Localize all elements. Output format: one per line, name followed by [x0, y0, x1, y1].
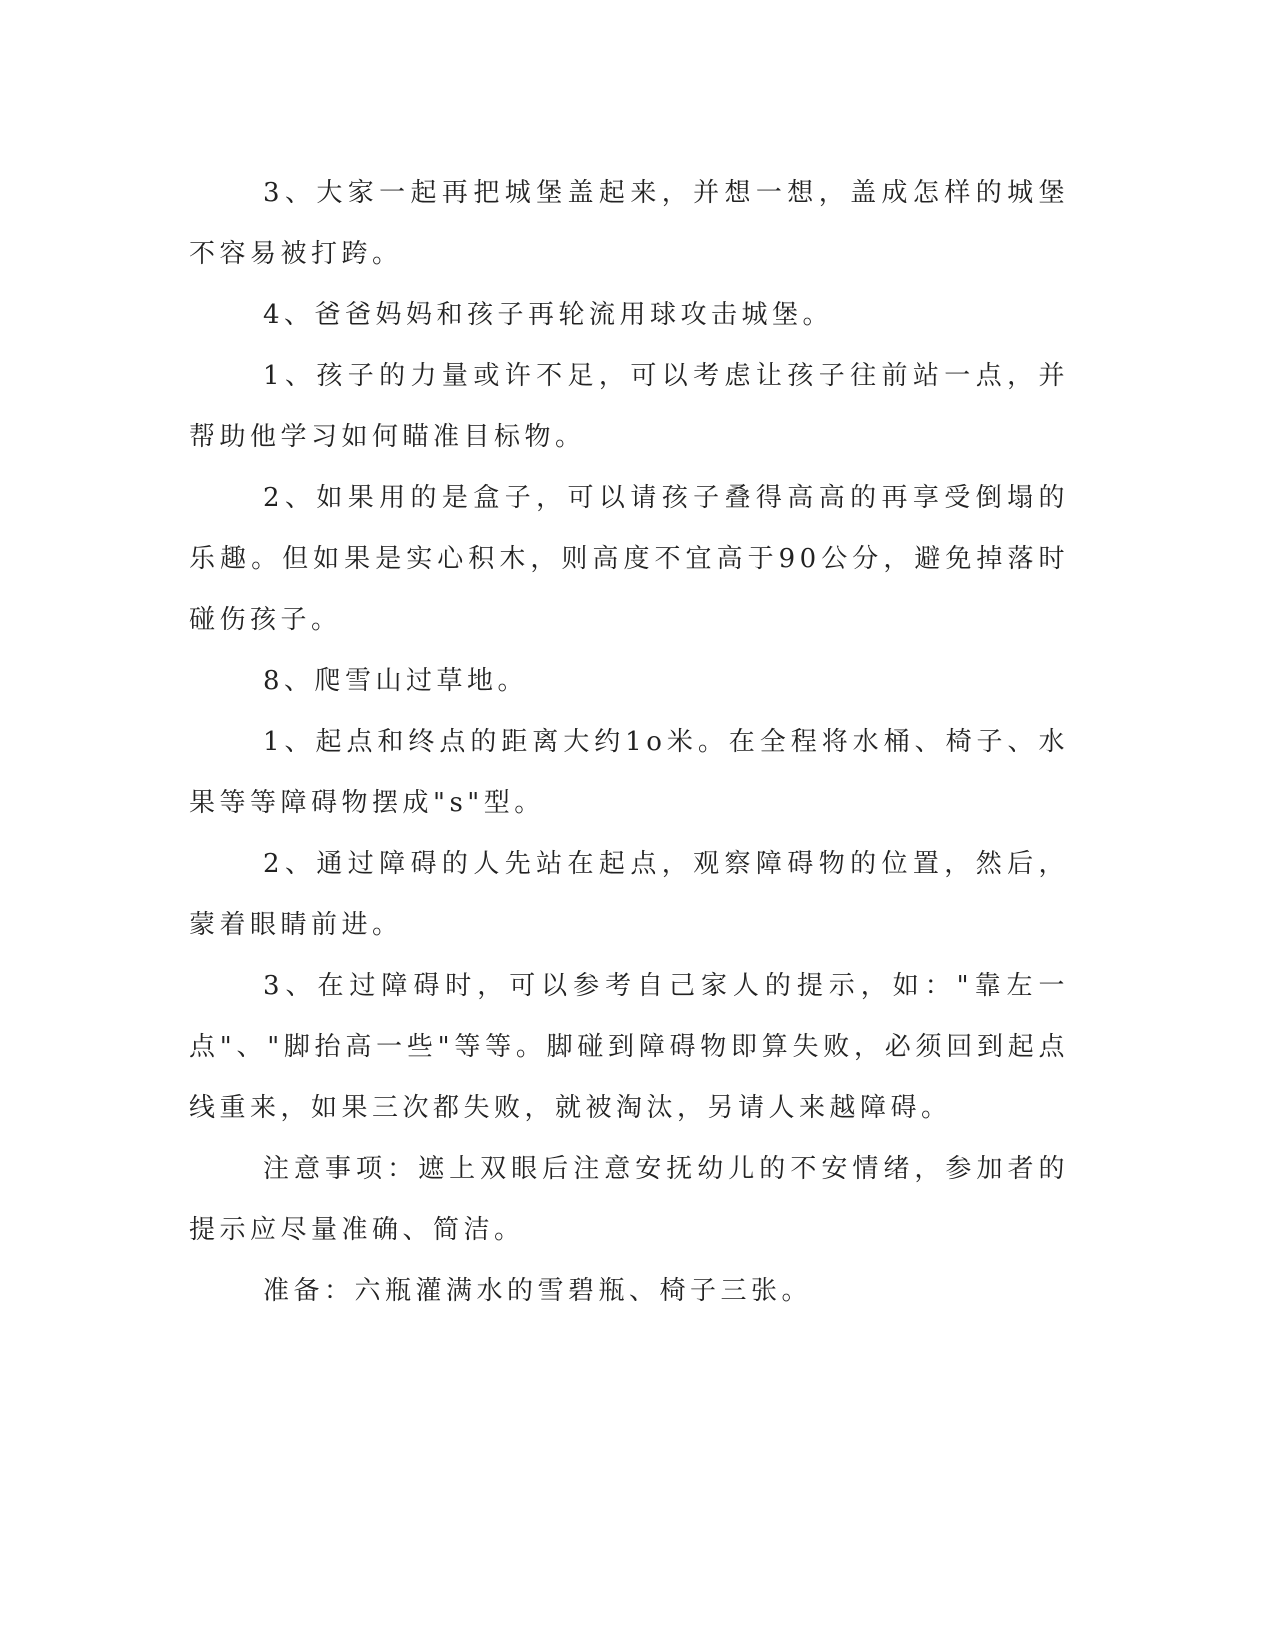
paragraph-precautions: 注意事项：遮上双眼后注意安抚幼儿的不安情绪，参加者的提示应尽量准确、简洁。 — [189, 1154, 1069, 1245]
paragraph-castle-rebuild: 3、大家一起再把城堡盖起来，并想一想，盖成怎样的城堡不容易被打跨。 — [189, 178, 1069, 269]
document-body — [189, 163, 1069, 1322]
paragraph-note-height: 2、如果用的是盒子，可以请孩子叠得高高的再享受倒塌的乐趣。但如果是实心积木，则高度不宜高于90公分，避免掉落时碰伤孩子。 — [189, 483, 1069, 635]
paragraph-game-title: 8、爬雪山过草地。 — [263, 666, 529, 696]
paragraph-preparation: 准备：六瓶灌满水的雪碧瓶、椅子三张。 — [263, 1276, 813, 1306]
paragraph-note-aim: 1、孩子的力量或许不足，可以考虑让孩子往前站一点，并帮助他学习如何瞄准目标物。 — [189, 361, 1069, 452]
paragraph-ball-attack: 4、爸爸妈妈和孩子再轮流用球攻击城堡。 — [263, 300, 834, 330]
paragraph-obstacle-setup: 1、起点和终点的距离大约1o米。在全程将水桶、椅子、水果等等障碍物摆成"s"型。 — [189, 727, 1069, 818]
paragraph-blindfold-walk: 2、通过障碍的人先站在起点，观察障碍物的位置，然后，蒙着眼睛前进。 — [189, 849, 1069, 940]
paragraph-rules: 3、在过障碍时，可以参考自己家人的提示，如："靠左一点"、"脚抬高一些"等等。脚碰到障碍物即算失败，必须回到起点线重来，如果三次都失败，就被淘汰，另请人来越障碍。 — [189, 971, 1069, 1123]
